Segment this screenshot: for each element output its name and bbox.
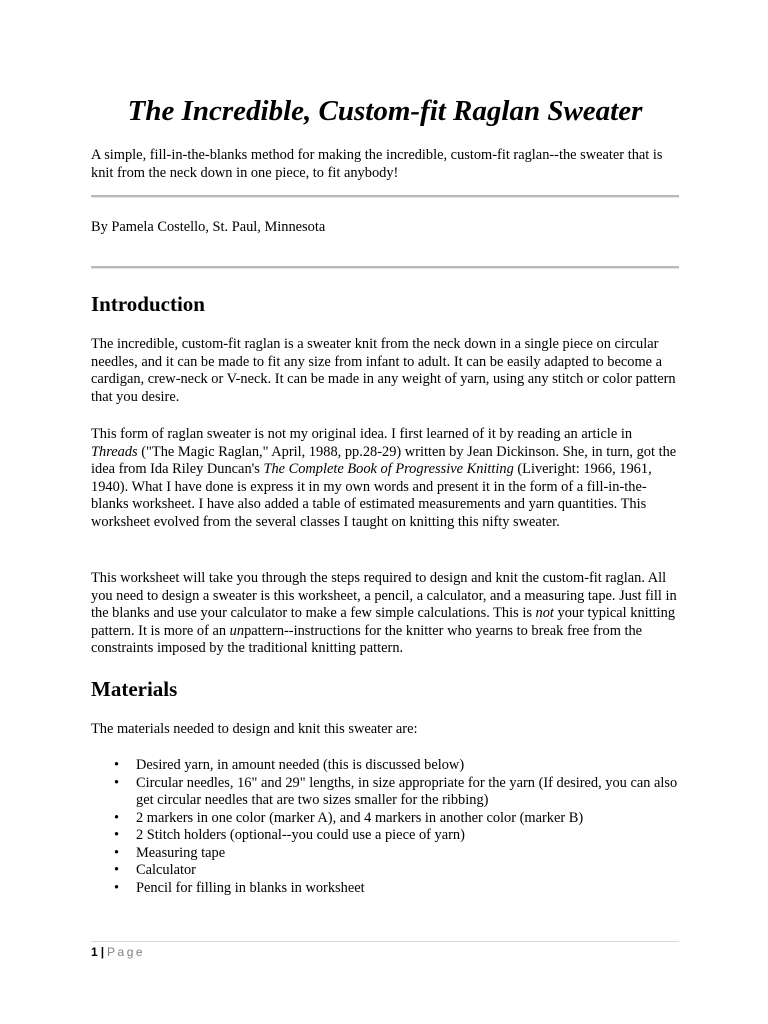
book-title: The Complete Book of Progressive Knitting bbox=[263, 461, 514, 477]
materials-intro: The materials needed to design and knit this sweater are: bbox=[91, 721, 418, 737]
horizontal-rule bbox=[91, 195, 679, 198]
materials-list bbox=[91, 757, 681, 897]
document-subtitle: A simple, fill-in-the-blanks method for making the incredible, custom-fit raglan--the sweater that is knit from the neck down in one piece, to fit anybody! bbox=[91, 147, 663, 181]
page-number: 1 bbox=[91, 945, 98, 959]
horizontal-rule bbox=[91, 266, 679, 269]
footer-separator: | bbox=[100, 945, 105, 959]
list-item: • Pencil for filling in blanks in worksheet bbox=[91, 880, 681, 898]
introduction-heading: Introduction bbox=[91, 292, 205, 316]
list-item: • 2 markers in one color (marker A), and 4 markers in another color (marker B) bbox=[91, 810, 681, 828]
byline: By Pamela Costello, St. Paul, Minnesota bbox=[91, 219, 326, 235]
page-footer bbox=[91, 945, 145, 959]
list-item: • Measuring tape bbox=[91, 845, 681, 863]
footer-rule bbox=[91, 941, 679, 942]
list-item: • Circular needles, 16" and 29" lengths, in size appropriate for the yarn (If desired, you can also get circular needles that are two sizes smaller for the ribbing) bbox=[91, 775, 681, 810]
document-title: The Incredible, Custom-fit Raglan Sweater bbox=[127, 95, 643, 127]
introduction-paragraph-1: The incredible, custom-fit raglan is a sweater knit from the neck down in a single piece on circular needles, and it can be made to fit any size from infant to adult. It can be easily adapted to become a cardigan, crew-neck or V-neck. It can be made in any weight of yarn, using any stitch or color pattern that you desire. bbox=[91, 336, 676, 405]
list-item: • 2 Stitch holders (optional--you could use a piece of yarn) bbox=[91, 827, 681, 845]
introduction-paragraph-3: This worksheet will take you through the steps required to design and knit the custom-fit raglan. All you need to design a sweater is this worksheet, a pencil, a calculator, and a measuring tape. Just fill in the blanks and use your calculator to make a few simple calculations. This is not your typical knitting pattern. It is more of an unpattern--instructions for the knitter who yearns to break free from the constraints imposed by the traditional knitting pattern. bbox=[91, 570, 677, 656]
page-label: Page bbox=[107, 945, 146, 959]
materials-heading: Materials bbox=[91, 677, 178, 701]
list-item: • Calculator bbox=[91, 862, 681, 880]
introduction-paragraph-2: This form of raglan sweater is not my original idea. I first learned of it by reading an article in Threads ("The Magic Raglan," April, 1988, pp.28-29) written by Jean Dickinson. She, in turn, got the idea from Ida Riley Duncan's The Complete Book of Progressive Knitting (Liveright: 1966, 1961, 1940). What I have done is express it in my own words and present it in the form of a fill-in-the-blanks worksheet. I have also added a table of estimated measurements and yarn quantities. This worksheet evolved from the several classes I taught on knitting this nifty sweater. bbox=[91, 426, 677, 530]
threads-title: Threads bbox=[91, 443, 138, 460]
list-item: • Desired yarn, in amount needed (this is discussed below) bbox=[91, 757, 681, 775]
